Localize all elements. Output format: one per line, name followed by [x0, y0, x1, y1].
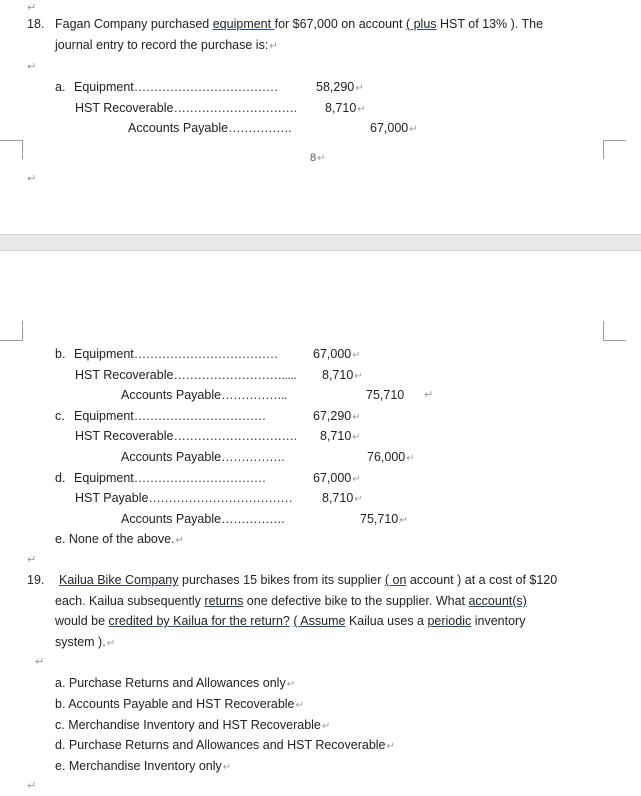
entry-debit: 8,710↵: [322, 491, 363, 505]
entry-account: Equipment……………………………: [74, 409, 266, 423]
entry-account: Accounts Payable…………….: [128, 121, 292, 135]
page-number: 8↵: [310, 152, 326, 164]
option-letter: d.: [55, 471, 66, 485]
q18-number: 18.: [27, 17, 45, 31]
page-corner-mark: [603, 140, 626, 159]
entry-account: Equipment……………………………: [74, 471, 266, 485]
q19-option-b: b. Accounts Payable and HST Recoverable↵: [55, 697, 304, 711]
page-corner-mark: [0, 321, 23, 341]
paragraph-mark: ↵: [27, 2, 37, 14]
entry-debit: 67,000↵: [313, 347, 361, 361]
paragraph-mark: ↵: [424, 389, 434, 401]
q19-option-c: c. Merchandise Inventory and HST Recoverable↵: [55, 718, 331, 732]
entry-debit: 8,710↵: [325, 101, 366, 115]
entry-debit: 67,000↵: [313, 471, 361, 485]
q19-option-e: e. Merchandise Inventory only↵: [55, 759, 232, 773]
entry-credit: 76,000↵: [367, 450, 415, 464]
entry-debit: 8,710↵: [320, 429, 361, 443]
q18-line2: journal entry to record the purchase is:↵: [55, 38, 278, 52]
entry-account: HST Recoverable……………………….....: [75, 368, 297, 382]
paragraph-mark: ↵: [35, 656, 45, 668]
paragraph-mark: ↵: [27, 780, 37, 792]
q19-line2: each. Kailua subsequently returns one defective bike to the supplier. What account(s): [55, 594, 527, 608]
entry-account: Accounts Payable……………..: [121, 388, 288, 402]
entry-credit: 75,710↵: [360, 512, 408, 526]
entry-account: Accounts Payable…………….: [121, 512, 285, 526]
entry-account: HST Payable………………………………: [75, 491, 293, 505]
q19-option-d: d. Purchase Returns and Allowances and HST Recoverable↵: [55, 738, 395, 752]
entry-credit: 75,710: [366, 388, 405, 402]
paragraph-mark: ↵: [27, 61, 37, 73]
q19-option-a: a. Purchase Returns and Allowances only↵: [55, 676, 296, 690]
option-letter: b.: [55, 347, 66, 361]
q19-line3: would be credited by Kailua for the return? ( Assume Kailua uses a periodic inventory: [55, 614, 526, 628]
paragraph-mark: ↵: [27, 173, 37, 185]
entry-account: Equipment………………………………: [74, 80, 278, 94]
page-corner-mark: [603, 321, 626, 341]
q19-line1: Kailua Bike Company purchases 15 bikes from its supplier ( on account ) at a cost of $120: [59, 573, 558, 587]
entry-account: Accounts Payable…………….: [121, 450, 285, 464]
option-letter: a.: [55, 80, 66, 94]
entry-debit: 67,290↵: [313, 409, 361, 423]
entry-debit: 58,290↵: [316, 80, 364, 94]
entry-account: HST Recoverable………………………….: [75, 429, 297, 443]
page-corner-mark: [0, 140, 23, 159]
entry-debit: 8,710↵: [322, 368, 363, 382]
option-letter: c.: [55, 409, 65, 423]
q19-number: 19.: [27, 573, 45, 587]
q18-option-e: e. None of the above.↵: [55, 532, 184, 546]
entry-account: Equipment………………………………: [74, 347, 278, 361]
q19-line4: system ).↵: [55, 635, 116, 649]
page-break-gap: [0, 234, 641, 251]
paragraph-mark: ↵: [27, 554, 37, 566]
q18-line1: Fagan Company purchased equipment for $67,000 on account ( plus HST of 13% ). The: [55, 17, 544, 31]
entry-account: HST Recoverable………………………….: [75, 101, 297, 115]
entry-credit: 67,000↵: [370, 121, 418, 135]
